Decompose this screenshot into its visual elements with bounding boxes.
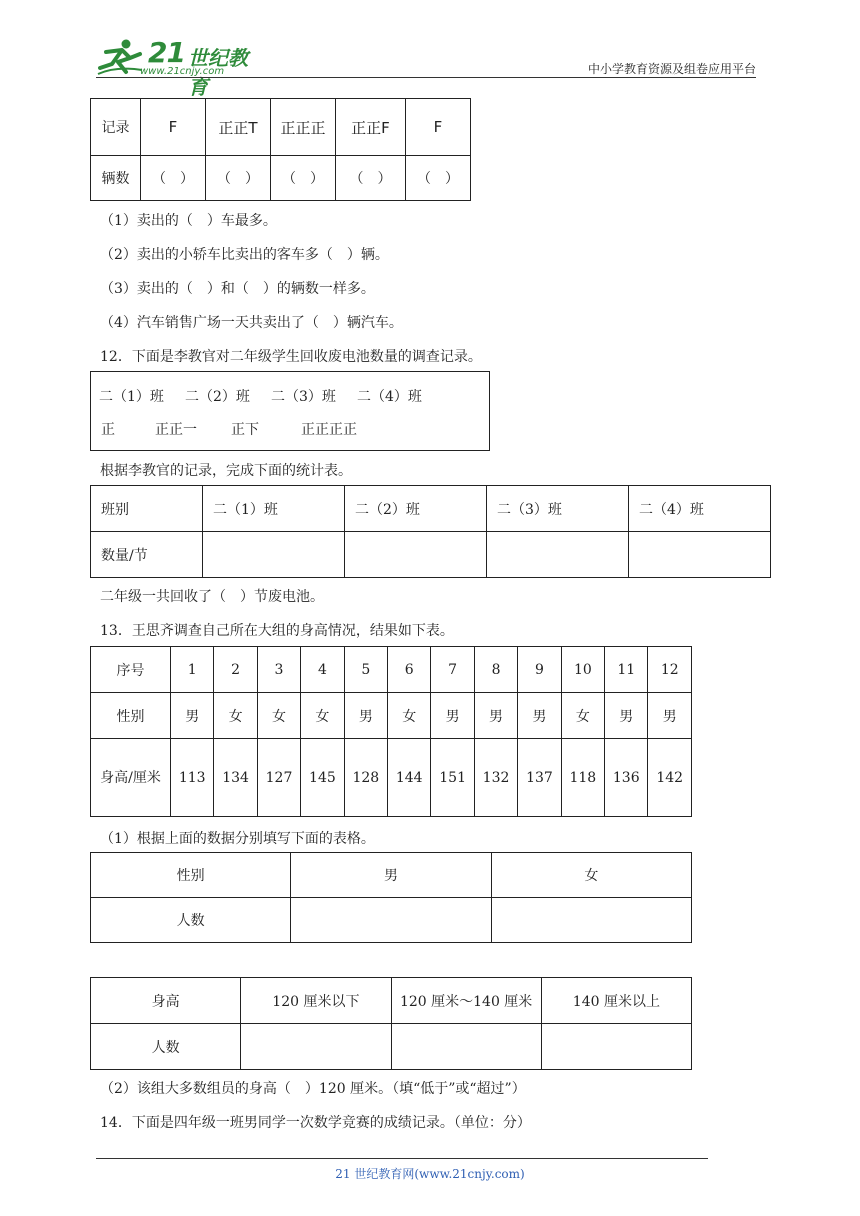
- tally-cell: F: [141, 99, 206, 156]
- site-logo: [96, 36, 266, 99]
- id-cell: 1: [171, 647, 214, 693]
- height-cell: 136: [605, 739, 648, 817]
- row-label: 数量/节: [91, 532, 203, 578]
- answer-cell[interactable]: [345, 532, 487, 578]
- gender-cell: 男: [518, 693, 561, 739]
- id-cell: 5: [344, 647, 387, 693]
- tally-cell: F: [406, 99, 471, 156]
- row-label: 人数: [91, 898, 291, 943]
- id-cell: 2: [214, 647, 257, 693]
- id-cell: 7: [431, 647, 474, 693]
- class-label: 二（4）班: [357, 389, 422, 405]
- tally-cell: 正正F: [336, 99, 406, 156]
- table-header: 120 厘米以下: [241, 978, 391, 1024]
- q13-sub2: （2）该组大多数组员的身高（ ）120 厘米。（填“低于”或“超过”）: [100, 1081, 526, 1097]
- table-header: 140 厘米以上: [541, 978, 691, 1024]
- table-header: 二（4）班: [629, 486, 771, 532]
- class-label: 二（1）班: [99, 389, 164, 405]
- gender-cell: 女: [561, 693, 604, 739]
- tally-mark: 正下: [231, 422, 259, 438]
- height-cell: 137: [518, 739, 561, 817]
- q13-sub1: （1）根据上面的数据分别填写下面的表格。: [100, 831, 375, 847]
- height-cell: 134: [214, 739, 257, 817]
- height-cell: 132: [474, 739, 517, 817]
- logo-url: www.21cnjy.com: [140, 66, 225, 77]
- tally-mark: 正: [101, 422, 115, 438]
- id-cell: 9: [518, 647, 561, 693]
- row-label: 辆数: [91, 156, 141, 201]
- q11-line-1: （1）卖出的（ ）车最多。: [100, 213, 277, 229]
- row-label: 人数: [91, 1024, 241, 1070]
- id-cell: 10: [561, 647, 604, 693]
- height-row: [91, 739, 692, 817]
- id-cell: 8: [474, 647, 517, 693]
- q12-instruction: 根据李教官的记录，完成下面的统计表。: [100, 463, 352, 479]
- table-header: 身高: [91, 978, 241, 1024]
- q11-line-4: （4）汽车销售广场一天共卖出了（ ）辆汽车。: [100, 315, 403, 331]
- id-cell: 3: [257, 647, 300, 693]
- table-header: 班别: [91, 486, 203, 532]
- q13-gender-count-table: [90, 852, 692, 943]
- q13-title: 13．王思齐调查自己所在大组的身高情况，结果如下表。: [100, 623, 454, 639]
- gender-cell: 女: [388, 693, 431, 739]
- q11-line-3: （3）卖出的（ ）和（ ）的辆数一样多。: [100, 281, 375, 297]
- gender-cell: 男: [431, 693, 474, 739]
- height-cell: 127: [257, 739, 300, 817]
- gender-cell: 男: [344, 693, 387, 739]
- id-row: [91, 647, 692, 693]
- table-header: 性别: [91, 853, 291, 898]
- id-cell: 4: [301, 647, 344, 693]
- table-header: 二（2）班: [345, 486, 487, 532]
- row-label: 序号: [91, 647, 171, 693]
- height-cell: 118: [561, 739, 604, 817]
- gender-cell: 男: [605, 693, 648, 739]
- tally-cell: 正正T: [206, 99, 271, 156]
- row-label: 性别: [91, 693, 171, 739]
- answer-blank[interactable]: （ ）: [271, 156, 336, 201]
- header-slogan: 中小学教育资源及组卷应用平台: [587, 62, 756, 76]
- answer-blank[interactable]: （ ）: [206, 156, 271, 201]
- id-cell: 6: [388, 647, 431, 693]
- logo-number: 21: [148, 36, 185, 69]
- logo-name: 世纪教育: [188, 46, 248, 99]
- gender-cell: 女: [257, 693, 300, 739]
- table-header: 女: [491, 853, 691, 898]
- answer-blank[interactable]: （ ）: [336, 156, 406, 201]
- answer-cell[interactable]: [391, 1024, 541, 1070]
- table-header: 男: [291, 853, 491, 898]
- gender-cell: 男: [171, 693, 214, 739]
- answer-cell[interactable]: [629, 532, 771, 578]
- gender-cell: 女: [301, 693, 344, 739]
- q14-title: 14．下面是四年级一班男同学一次数学竞赛的成绩记录。（单位：分）: [100, 1115, 531, 1131]
- height-cell: 145: [301, 739, 344, 817]
- row-label: 记录: [91, 99, 141, 156]
- gender-cell: 男: [648, 693, 692, 739]
- header-divider: [96, 77, 756, 78]
- tally-mark: 正正一: [155, 422, 197, 438]
- gender-row: [91, 693, 692, 739]
- q12-footer: 二年级一共回收了（ ）节废电池。: [100, 589, 324, 605]
- table-header: 二（1）班: [203, 486, 345, 532]
- answer-blank[interactable]: （ ）: [406, 156, 471, 201]
- id-cell: 12: [648, 647, 692, 693]
- gender-cell: 男: [474, 693, 517, 739]
- id-cell: 11: [605, 647, 648, 693]
- q13-height-range-table: [90, 977, 692, 1070]
- footer-text: 21 世纪教育网(www.21cnjy.com): [335, 1167, 525, 1181]
- height-cell: 128: [344, 739, 387, 817]
- q12-stats-table: [90, 485, 771, 578]
- class-label: 二（2）班: [185, 389, 250, 405]
- height-cell: 113: [171, 739, 214, 817]
- answer-cell[interactable]: [203, 532, 345, 578]
- q12-record-box: [90, 371, 490, 451]
- q12-title: 12．下面是李教官对二年级学生回收废电池数量的调查记录。: [100, 349, 482, 365]
- height-cell: 144: [388, 739, 431, 817]
- footer-divider: [96, 1158, 708, 1159]
- table-header: 二（3）班: [487, 486, 629, 532]
- answer-cell[interactable]: [487, 532, 629, 578]
- q11-tally-table: [90, 98, 471, 201]
- tally-mark: 正正正正: [301, 422, 357, 438]
- answer-cell[interactable]: [291, 898, 491, 943]
- q13-height-table: [90, 646, 692, 817]
- answer-blank[interactable]: （ ）: [141, 156, 206, 201]
- height-cell: 151: [431, 739, 474, 817]
- runner-logo-icon: [96, 38, 146, 76]
- class-label: 二（3）班: [271, 389, 336, 405]
- gender-cell: 女: [214, 693, 257, 739]
- row-label: 身高/厘米: [91, 739, 171, 817]
- table-header: 120 厘米～140 厘米: [391, 978, 541, 1024]
- answer-cell[interactable]: [541, 1024, 691, 1070]
- q11-line-2: （2）卖出的小轿车比卖出的客车多（ ）辆。: [100, 247, 389, 263]
- tally-cell: 正正正: [271, 99, 336, 156]
- answer-cell[interactable]: [491, 898, 691, 943]
- answer-cell[interactable]: [241, 1024, 391, 1070]
- height-cell: 142: [648, 739, 692, 817]
